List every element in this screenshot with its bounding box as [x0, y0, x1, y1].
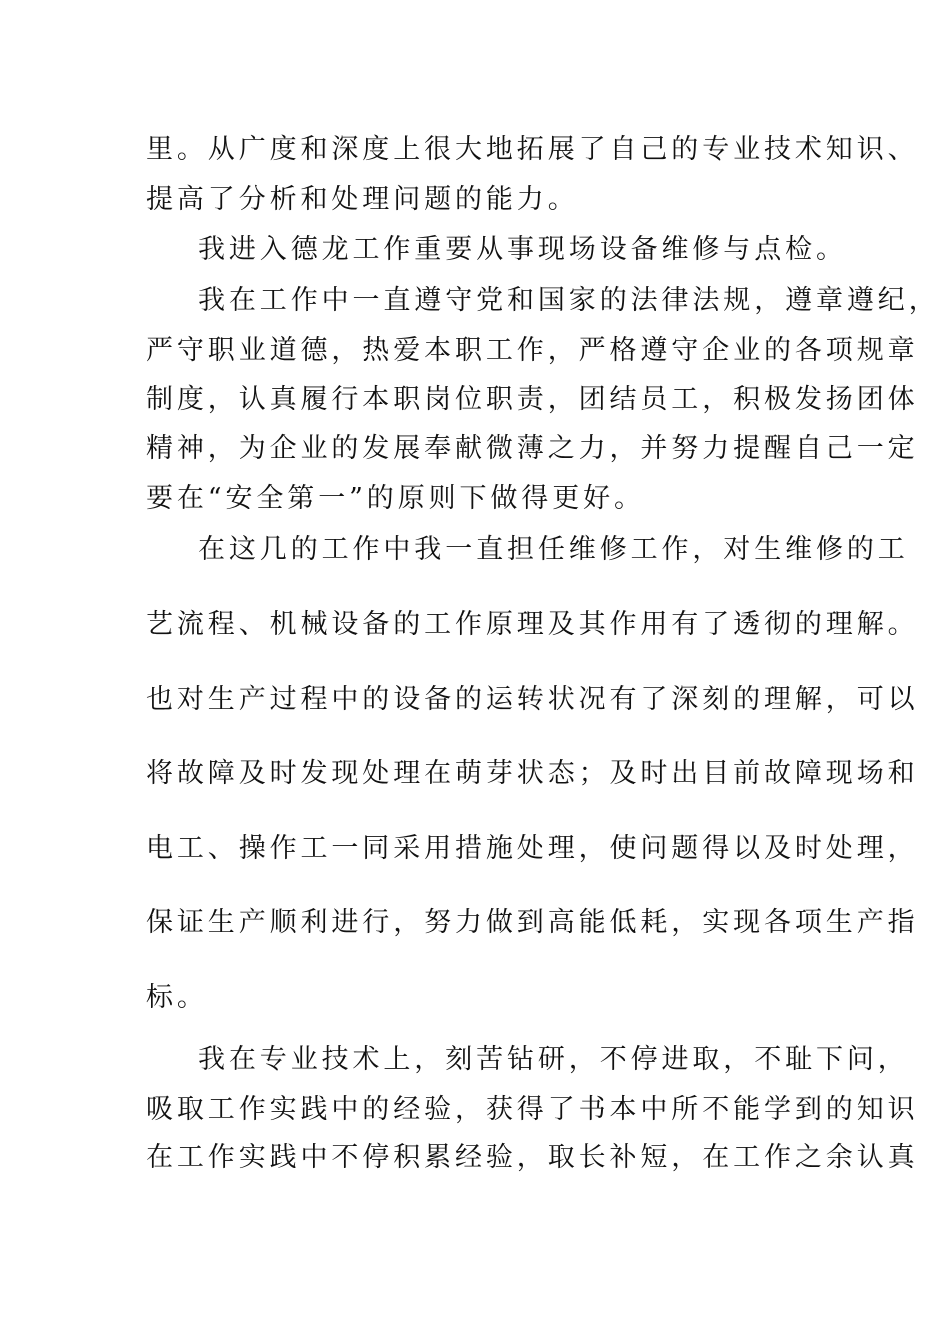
text-line: 我进入德龙工作重要从事现场设备维修与点检。	[198, 234, 847, 265]
text-line: 在工作实践中不停积累经验，取长补短，在工作之余认真	[146, 1142, 919, 1173]
text-line: 我在专业技术上，刻苦钻研，不停进取，不耻下问，	[198, 1044, 909, 1075]
text-line: 我在工作中一直遵守党和国家的法律法规，遵章遵纪，	[198, 285, 940, 316]
text-line: 将故障及时发现处理在萌芽状态；及时出目前故障现场和	[146, 758, 919, 789]
text-line: 里。从广度和深度上很大地拓展了自己的专业技术知识、	[146, 134, 919, 165]
text-line: 制度，认真履行本职岗位职责，团结员工，积极发扬团体	[146, 384, 919, 415]
text-line: 精神，为企业的发展奉献微薄之力，并努力提醒自己一定	[146, 433, 919, 464]
text-line: 保证生产顺利进行，努力做到高能低耗，实现各项生产指	[146, 907, 919, 938]
text-line: 在这几的工作中我一直担任维修工作，对生维修的工	[198, 534, 909, 565]
text-line: 吸取工作实践中的经验，获得了书本中所不能学到的知识	[146, 1094, 919, 1125]
text-line: 严守职业道德，热爱本职工作，严格遵守企业的各项规章	[146, 335, 919, 366]
text-line: 电工、操作工一同采用措施处理，使问题得以及时处理，	[146, 833, 919, 864]
text-line: 艺流程、机械设备的工作原理及其作用有了透彻的理解。	[146, 609, 919, 640]
text-line: 提高了分析和处理问题的能力。	[146, 184, 579, 215]
text-line: 标。	[146, 982, 208, 1013]
text-line: 也对生产过程中的设备的运转状况有了深刻的理解，可以	[146, 684, 919, 715]
text-line: 要在“安全第一”的原则下做得更好。	[146, 483, 645, 514]
